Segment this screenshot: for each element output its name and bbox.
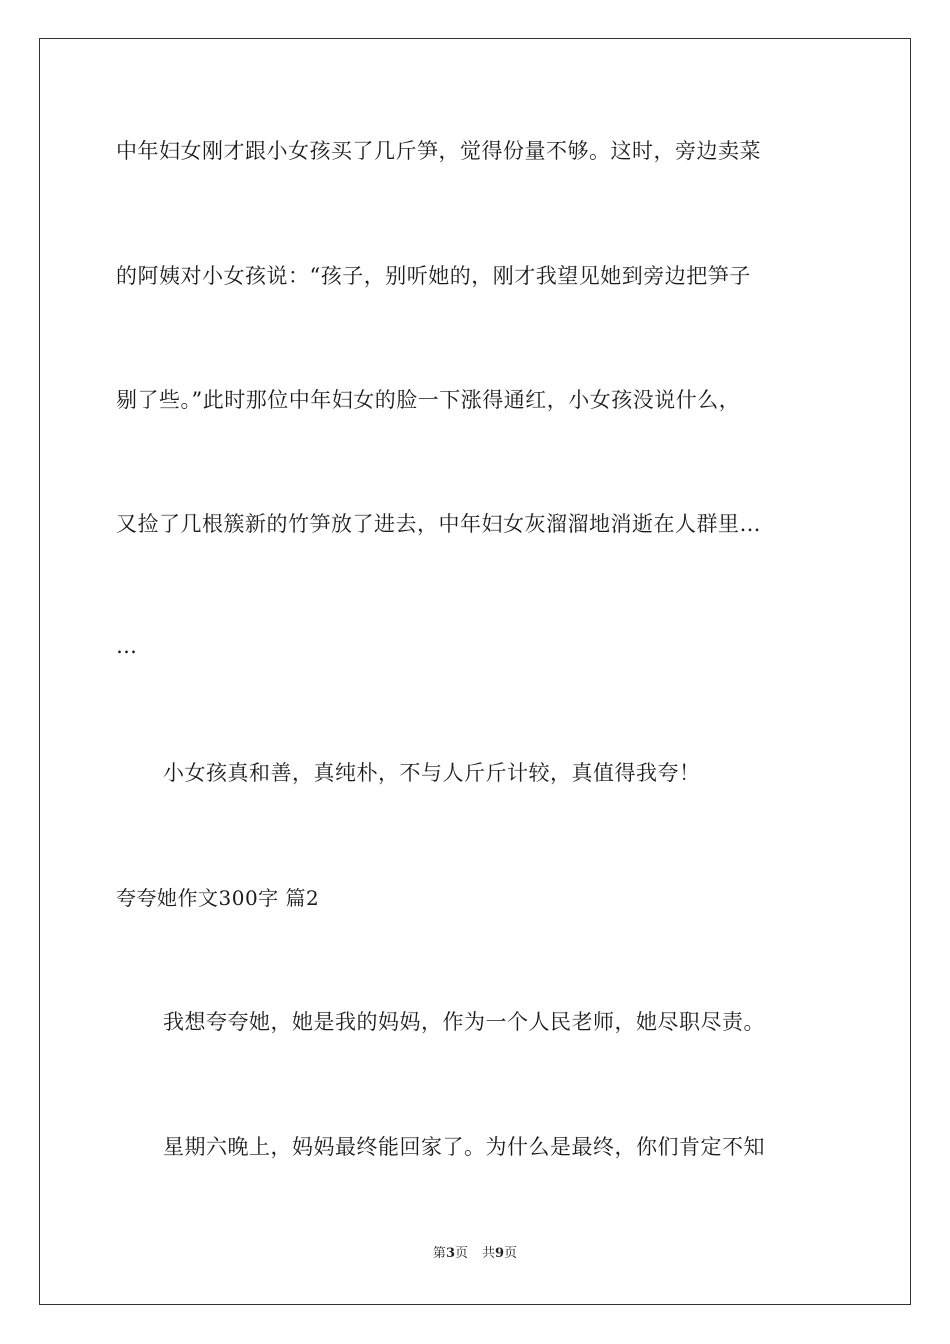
total-pages-number: 9 [495, 1246, 505, 1261]
body-text-line-5: … [116, 634, 138, 658]
paragraph-praise: 小女孩真和善，真纯朴，不与人斤斤计较，真值得我夸！ [163, 761, 701, 785]
total-suffix: 页 [504, 1246, 518, 1261]
current-page-number: 3 [445, 1246, 455, 1261]
paragraph-saturday: 星期六晚上，妈妈最终能回家了。为什么是最终，你们肯定不知 [163, 1135, 765, 1159]
body-text-line-4: 又捡了几根簇新的竹笋放了进去，中年妇女灰溜溜地消逝在人群里… [116, 512, 761, 536]
body-text-line-1: 中年妇女刚才跟小女孩买了几斤笋，觉得份量不够。这时，旁边卖菜 [116, 139, 761, 163]
page-border [39, 38, 911, 1305]
total-prefix: 共 [482, 1246, 496, 1261]
body-text-line-3: 剔了些。”此时那位中年妇女的脸一下涨得通红，小女孩没说什么， [116, 388, 741, 412]
page-footer [0, 1245, 950, 1263]
section-heading: 夸夸她作文300字 篇2 [116, 886, 320, 910]
page-suffix: 页 [454, 1246, 468, 1261]
page-prefix: 第 [432, 1246, 446, 1261]
body-text-line-2: 的阿姨对小女孩说：“孩子，别听她的，刚才我望见她到旁边把笋子 [116, 264, 751, 288]
paragraph-mother-intro: 我想夸夸她，她是我的妈妈，作为一个人民老师，她尽职尽责。 [163, 1010, 765, 1034]
